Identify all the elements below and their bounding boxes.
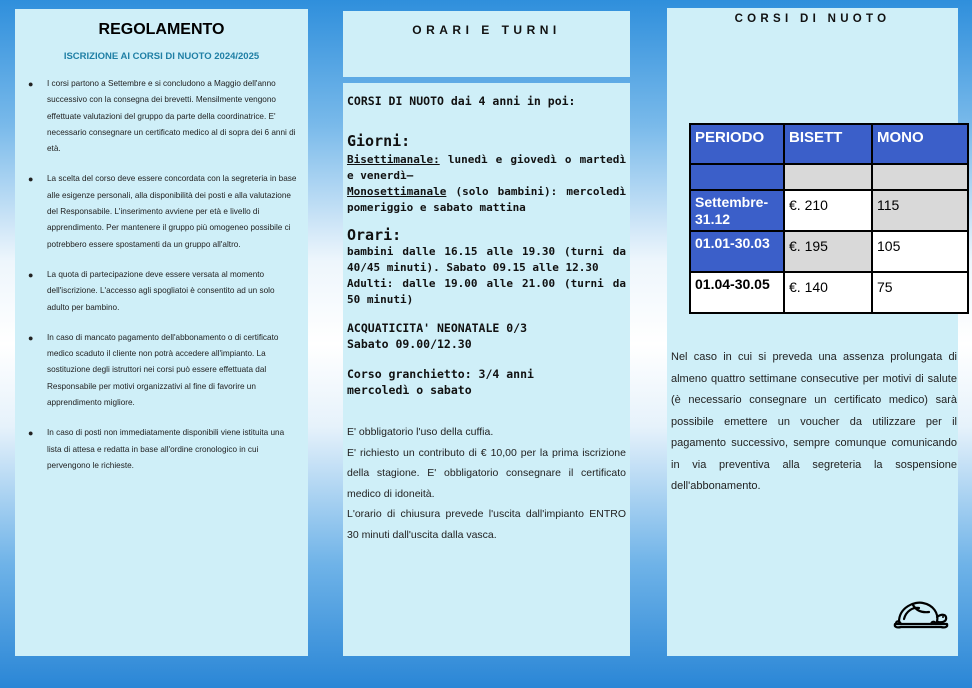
regolamento-panel (15, 9, 308, 656)
rule-item (25, 76, 298, 157)
orari-bambini: bambini dalle 16.15 alle 19.30 (turni da 40/45 minuti). Sabato 09.15 alle 12.30 (347, 245, 626, 274)
table-row (690, 231, 968, 272)
turtle-icon (891, 595, 951, 631)
rule-item (25, 425, 298, 474)
rule-item (25, 330, 298, 411)
monosett-label: Monosettimanale (347, 185, 447, 198)
table-header-row (690, 124, 968, 164)
price-table (689, 123, 969, 314)
col-header-bisett: BISETT (784, 124, 872, 164)
bullet-icon: ● (28, 79, 34, 89)
acquaticita-title: ACQUATICITA' NEONATALE 0/3 (347, 321, 528, 335)
orari-title: Orari: (347, 226, 402, 244)
mono-cell: 105 (872, 231, 968, 272)
periodo-cell: 01.01-30.03 (690, 231, 784, 272)
corsi-header: CORSI DI NUOTO (734, 13, 891, 25)
mono-cell: 75 (872, 272, 968, 313)
table-spacer-row (690, 164, 968, 190)
rule-text: La quota di partecipazione deve essere versata al momento dell'iscrizione. L'accesso agli spogliatoi è consentito ad un solo adulto per bambino. (47, 269, 275, 312)
orari-header: ORARI E TURNI (412, 23, 561, 37)
col-header-mono: MONO (872, 124, 968, 164)
rule-text: In caso di mancato pagamento dell'abbonamento o di certificato medico scaduto il cliente non potrà accedere all'impianto. La sostituzione degli istruttori nei corsi può essere effettuata dal Responsabile per motivi organizzativi al fine di favorire un apprendimento migliore. (47, 332, 279, 408)
regolamento-title: REGOLAMENTO (98, 21, 225, 38)
table-cell (872, 164, 968, 190)
orari-adulti: Adulti: dalle 19.00 alle 21.00 (turni da 50 minuti) (347, 277, 626, 306)
rule-text: In caso di posti non immediatamente disponibili viene istituita una lista di attesa e redatta in base all'ordine cronologico in cui pervengono le richieste. (47, 428, 285, 470)
table-cell (690, 164, 784, 190)
periodo-cell: 01.04-30.05 (690, 272, 784, 313)
giorni-bisett (347, 152, 626, 184)
table-row (690, 272, 968, 313)
giorni-title: Giorni: (347, 132, 411, 150)
bullet-icon: ● (28, 428, 34, 439)
corsi-intro: CORSI DI NUOTO dai 4 anni in poi: (347, 94, 576, 108)
granchietto-days: mercoledì o sabato (347, 383, 472, 397)
bisett-cell: €. 195 (784, 231, 872, 272)
granchietto-title: Corso granchietto: 3/4 anni (347, 367, 534, 381)
acquaticita-time: Sabato 09.00/12.30 (347, 337, 472, 351)
rule-text: I corsi partono a Settembre e si concludono a Maggio dell'anno successivo con la consegna dei brevetti. Mensilmente vengono effettuate valutazioni del gruppo da parte della coordinatrice. E' necessario consegnare un certificato medico al di sopra dei 6 anni di età. (47, 79, 296, 154)
info-cuffia: E' obbligatorio l'uso della cuffia. (347, 426, 494, 438)
bisett-cell: €. 140 (784, 272, 872, 313)
giorni-monosett (347, 184, 626, 216)
bisett-text: lunedì e giovedì o martedì e venerdì— (347, 153, 626, 182)
corsi-panel (667, 8, 958, 656)
table-cell (784, 164, 872, 190)
orari-panel (343, 83, 630, 656)
rule-item (25, 171, 298, 252)
bullet-icon: ● (28, 269, 34, 280)
bullet-icon: ● (28, 174, 34, 185)
table-row (690, 190, 968, 231)
voucher-note: Nel caso in cui si preveda una assenza prolungata di almeno quattro settimane consecutive per motivi di salute (è necessario consegnare un certificato medico) sarà possibile emettere un voucher da utilizzare per il pagamento successivo, sempre comunque comunicando in via preventiva alla segreteria la sospensione dell'abbonamento. (671, 351, 957, 492)
periodo-cell: Settembre-31.12 (690, 190, 784, 231)
bisett-label: Bisettimanale: (347, 153, 440, 166)
bisett-cell: €. 210 (784, 190, 872, 231)
col-header-periodo: PERIODO (690, 124, 784, 164)
bullet-icon: ● (28, 332, 34, 343)
regolamento-subtitle: ISCRIZIONE AI CORSI DI NUOTO 2024/2025 (63, 51, 260, 62)
rule-item (25, 267, 298, 316)
orari-header-box (343, 11, 630, 77)
rule-text: La scelta del corso deve essere concordata con la segreteria in base alle esigenze personali, alla disponibilità dei posti e alla valutazione del Responsabile. L'inserimento avviene per età e livello di apprendimento. Per mantenere il gruppo più omogeneo possibile ci potrebbero essere spostamenti da un gruppo all'altro. (47, 174, 297, 249)
mono-cell: 115 (872, 190, 968, 231)
info-contributo: E' richiesto un contributo di € 10,00 per la prima iscrizione della stagione. E' obbligatorio consegnare il certificato medico di idoneità. (347, 446, 626, 500)
info-chiusura: L'orario di chiusura prevede l'uscita dall'impianto ENTRO 30 minuti dall'uscita dalla vasca. (347, 508, 626, 541)
monosett-text: (solo bambini): mercoledì pomeriggio e sabato mattina (347, 185, 626, 214)
